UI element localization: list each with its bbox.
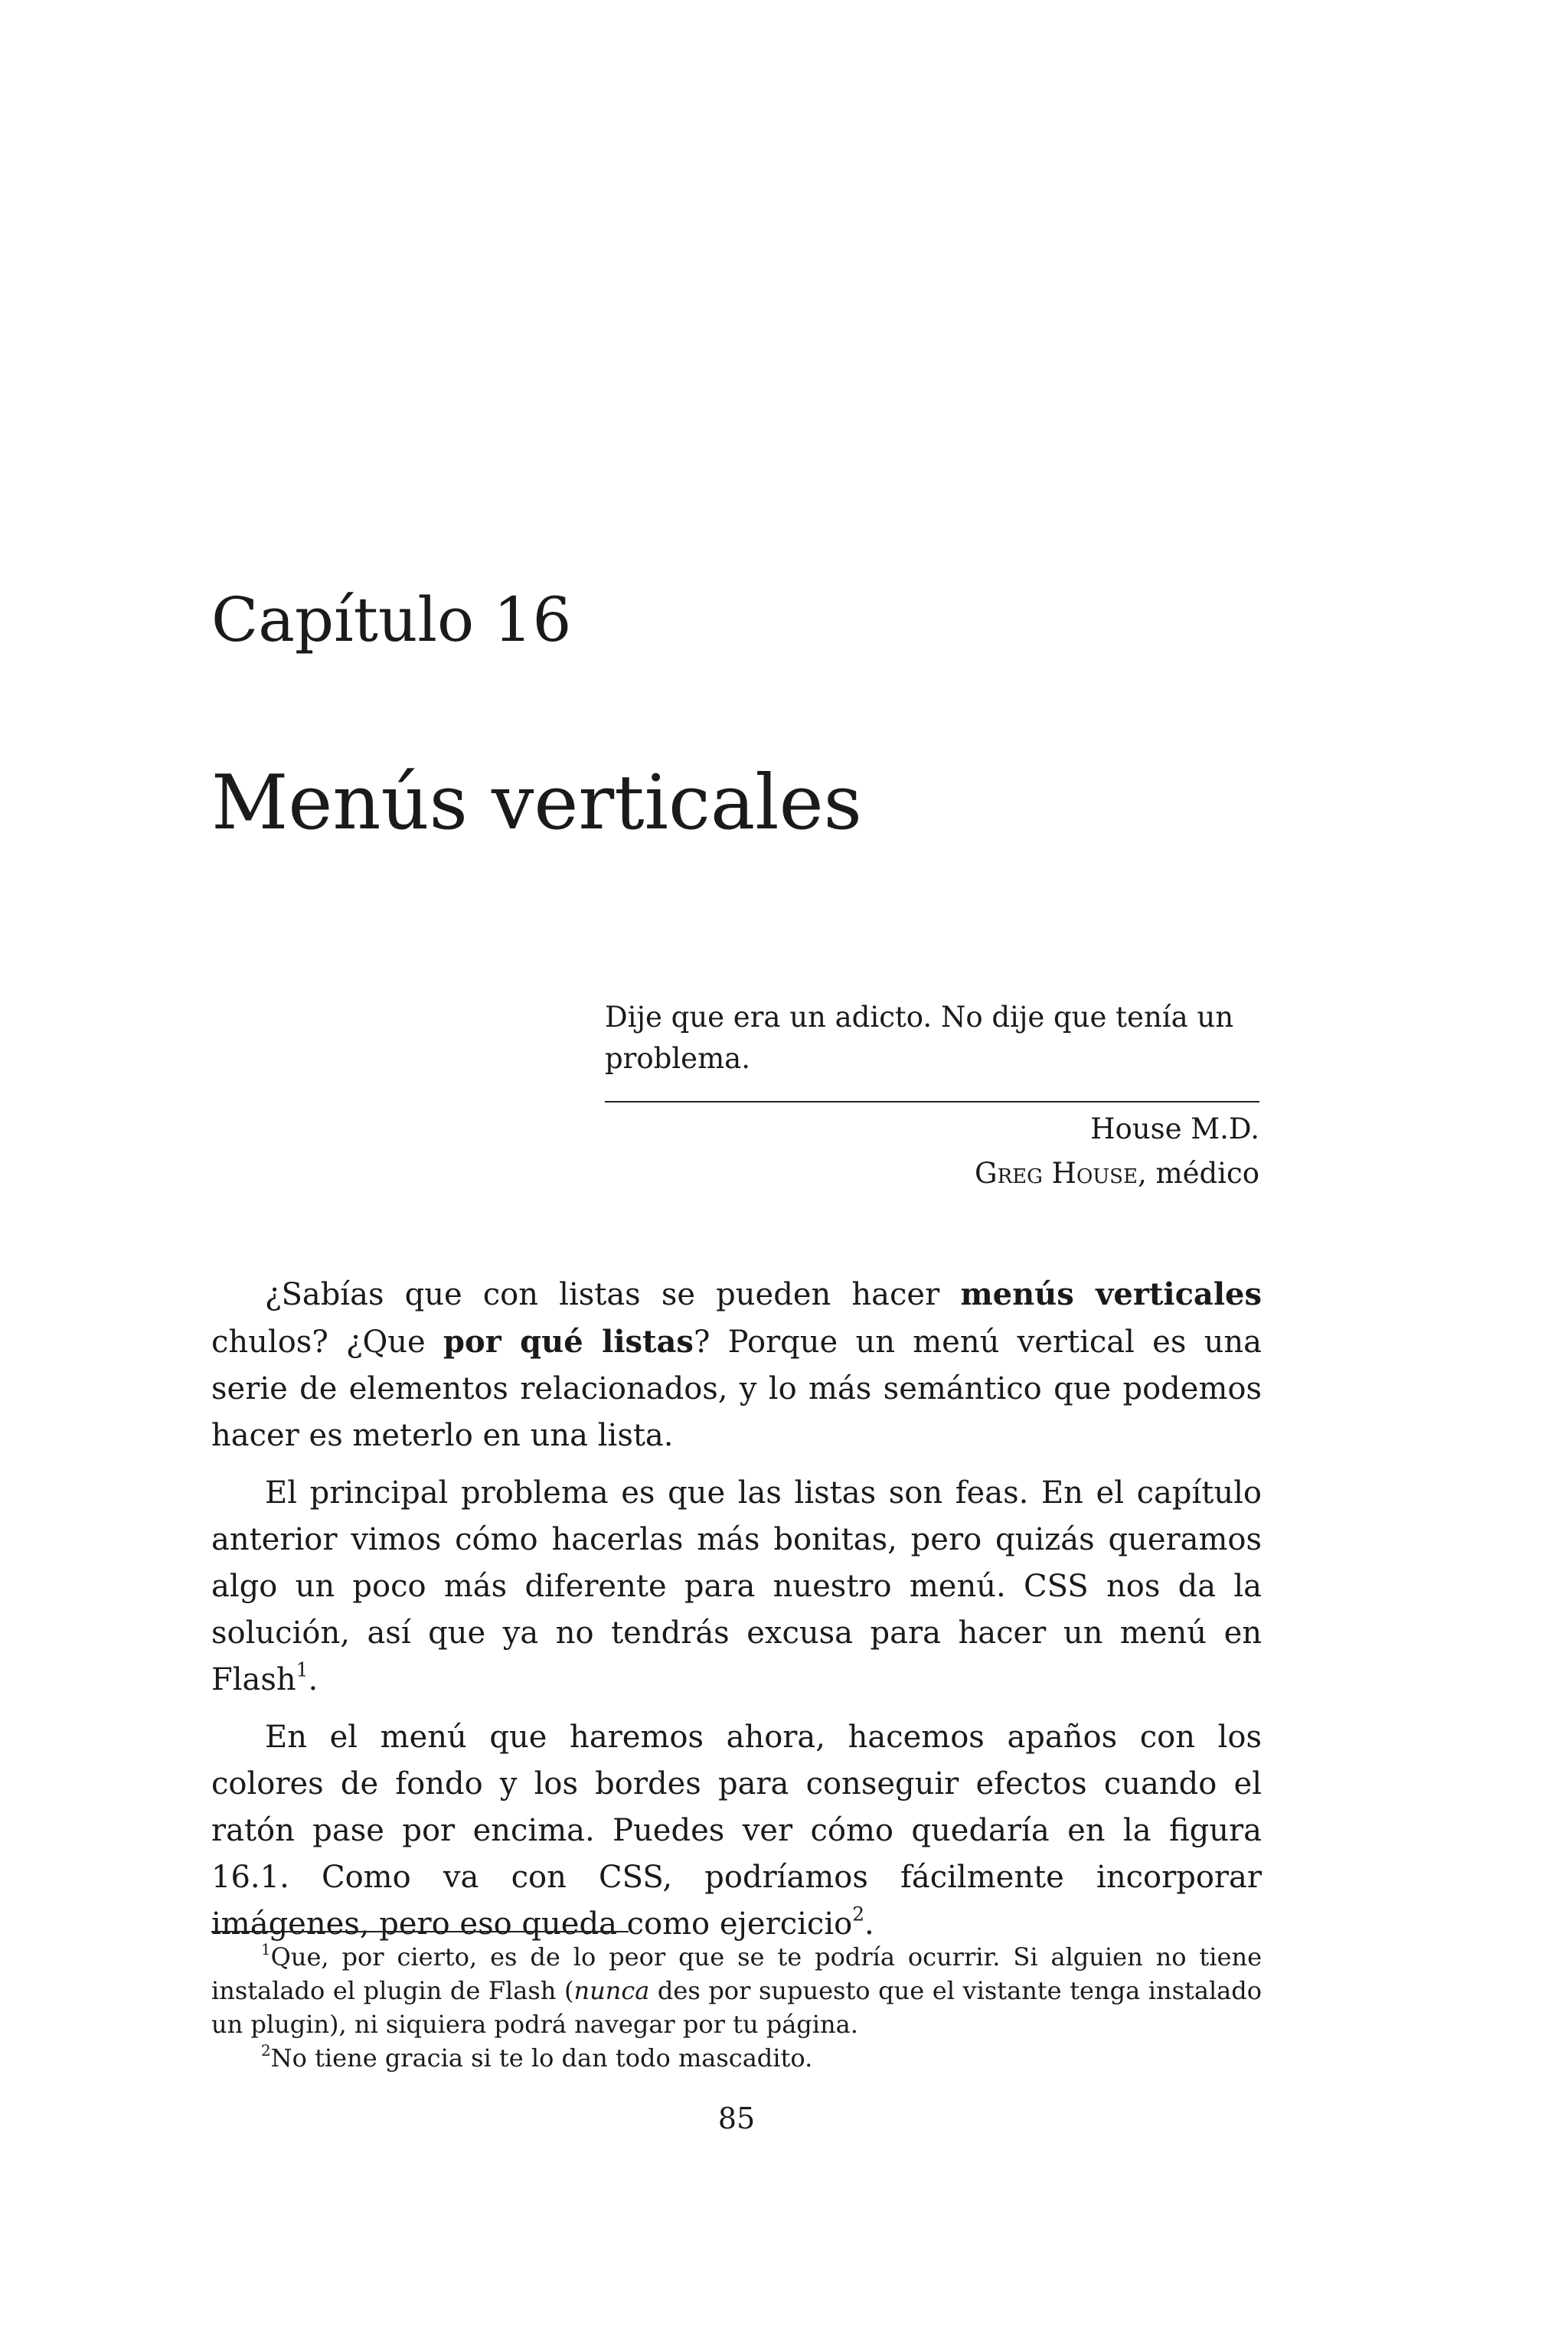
footnote-ref-2[interactable]: 2: [852, 1903, 864, 1926]
footnote-1-emphasis: nunca: [573, 1976, 650, 2005]
footnote-1-mark: 1: [261, 1941, 271, 1959]
epigraph-source-work: House M.D.: [1090, 1112, 1259, 1145]
body-text: [211, 1271, 1262, 1958]
footnote-2: [211, 2041, 1262, 2075]
paragraph-2-text-b: .: [308, 1662, 318, 1697]
page-number: 85: [717, 2102, 756, 2135]
paragraph-1-text-b: chulos? ¿Que: [211, 1325, 443, 1360]
paragraph-1-bold-b: por qué listas: [443, 1324, 694, 1360]
footnotes: [211, 1940, 1262, 2075]
footnote-1-text-b: des por supuesto que el vistante tenga instalado un plugin), ni siquiera podrá navegar por tu página.: [211, 1976, 1263, 2039]
paragraph-1: [211, 1271, 1262, 1459]
epigraph: [605, 997, 1259, 1196]
footnote-2-text: No tiene gracia si te lo dan todo mascadito.: [270, 2043, 813, 2073]
paragraph-1-bold-a: menús verticales: [960, 1276, 1263, 1312]
footnote-rule: [211, 1931, 629, 1932]
epigraph-rule: [605, 1101, 1259, 1102]
paragraph-1-text-c: ? Porque un menú vertical es una serie de elementos relacionados, y lo más semántico que podemos hacer es meterlo en una lista.: [211, 1325, 1262, 1453]
footnote-1-text-a: Que, por cierto, es de lo peor que se te podría ocurrir. Si alguien no tiene instalado el plugin de Flash (: [211, 1942, 1262, 2005]
chapter-title: Menús verticales: [211, 760, 862, 847]
paragraph-2-text-a: El principal problema es que las listas son feas. En el capítulo anterior vimos cómo hacerlas más bonitas, pero quizás queramos algo un poco más diferente para nuestro menú. CSS nos da la solución, así que ya no tendrás excusa para hacer un menú en Flash: [211, 1475, 1262, 1697]
epigraph-author-name: Greg House: [975, 1157, 1138, 1190]
paragraph-3-text-a: En el menú que haremos ahora, hacemos apaños con los colores de fondo y los bordes para conseguir efectos cuando el ratón pase por encima. Puedes ver cómo quedaría en la figura 16.1. Como va con CSS, podríamos fácilmente incorporar imágenes, pero eso queda como ejercicio: [211, 1720, 1262, 1942]
paragraph-1-text-a: ¿Sabías que con listas se pueden hacer: [265, 1277, 961, 1312]
epigraph-author-suffix: , médico: [1137, 1157, 1259, 1190]
epigraph-quote: Dije que era un adicto. No dije que tenía un problema.: [605, 1001, 1234, 1075]
epigraph-source: [605, 1107, 1259, 1196]
footnote-2-mark: 2: [261, 2042, 271, 2060]
paragraph-2: [211, 1470, 1262, 1704]
chapter-label: Capítulo 16: [211, 584, 572, 655]
epigraph-author: [605, 1152, 1259, 1196]
footnote-1: [211, 1940, 1262, 2041]
paragraph-3: [211, 1714, 1262, 1948]
paragraph-3-text-b: .: [864, 1906, 874, 1942]
footnote-ref-1[interactable]: 1: [296, 1658, 309, 1681]
